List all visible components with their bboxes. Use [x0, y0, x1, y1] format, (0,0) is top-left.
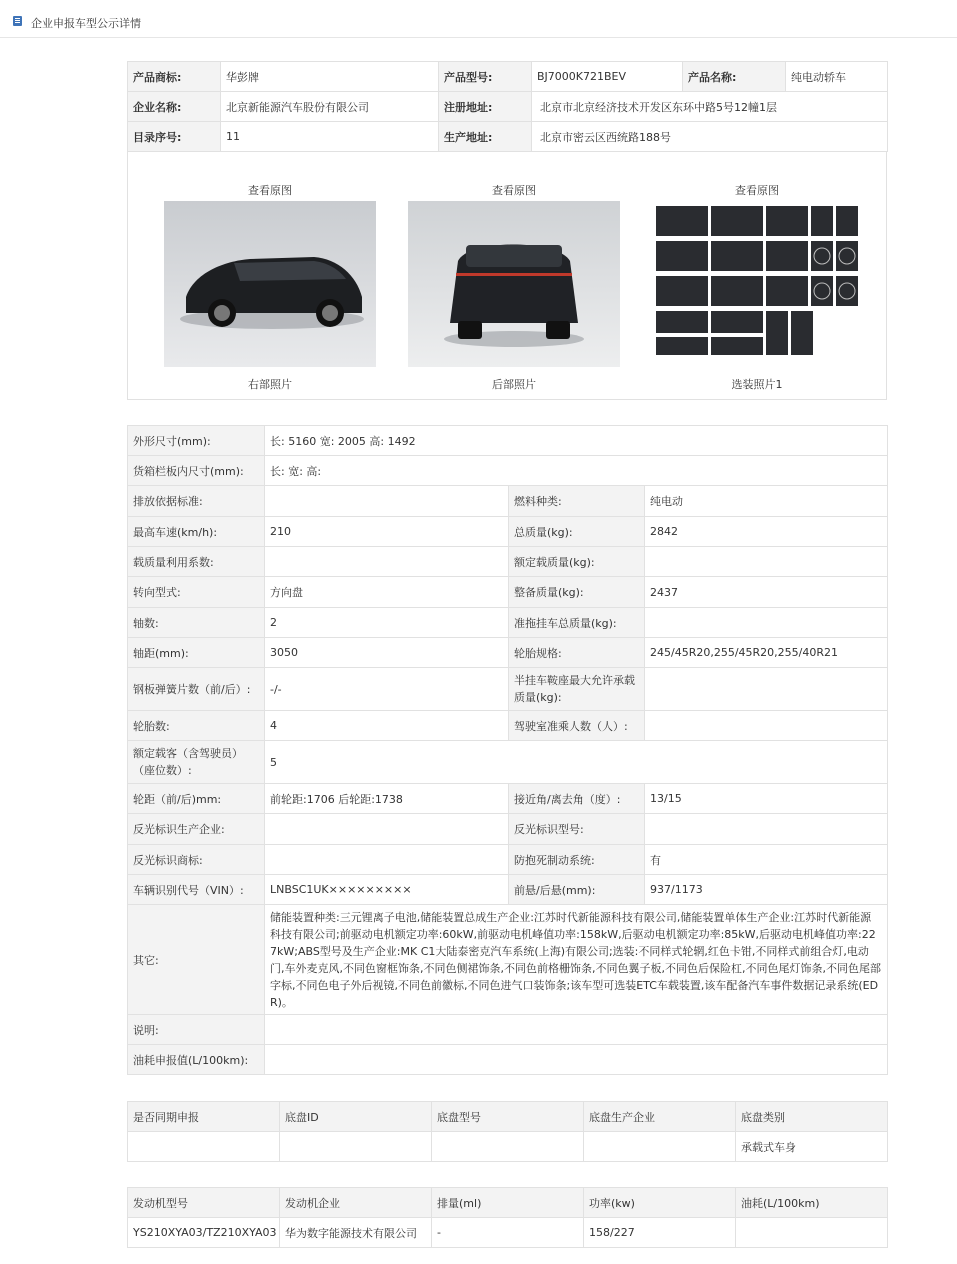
emission-label: 排放依据标准: [128, 486, 265, 517]
catalog-value: 11 [221, 122, 439, 152]
abs-value: 有 [645, 845, 888, 875]
spring-value: -/- [265, 668, 509, 711]
reflector-company-value [265, 814, 509, 845]
trailer-value [645, 608, 888, 638]
spec-table [127, 425, 888, 1075]
note-value [265, 1015, 888, 1045]
angle-label: 接近角/离去角（度）: [509, 784, 645, 814]
notebook-icon [13, 16, 22, 26]
curb-mass-label: 整备质量(kg): [509, 577, 645, 608]
abs-label: 防抱死制动系统: [509, 845, 645, 875]
model-label: 产品型号: [439, 62, 532, 92]
track-label: 轮距（前/后)mm: [128, 784, 265, 814]
vin-label: 车辆识别代号（VIN）: [128, 875, 265, 905]
track-value: 前轮距:1706 后轮距:1738 [265, 784, 509, 814]
chassis-maker-value [584, 1132, 736, 1162]
engine-power-value: 158/227 [584, 1218, 736, 1248]
view-original-link[interactable]: 查看原图 [248, 184, 292, 197]
tire-spec-label: 轮胎规格: [509, 638, 645, 668]
saddle-label: 半挂车鞍座最大允许承载质量(kg): [509, 668, 645, 711]
option-photo-collage[interactable] [651, 201, 863, 367]
load-coef-label: 载质量利用系数: [128, 547, 265, 577]
overhang-value: 937/1173 [645, 875, 888, 905]
catalog-label: 目录序号: [128, 122, 221, 152]
load-coef-value [265, 547, 509, 577]
chassis-header-id: 底盘ID [280, 1102, 432, 1132]
tires-value: 4 [265, 711, 509, 741]
view-original-link[interactable]: 查看原图 [492, 184, 536, 197]
speed-label: 最高车速(km/h): [128, 517, 265, 547]
engine-header-model: 发动机型号 [128, 1188, 280, 1218]
engine-consumption-value [736, 1218, 888, 1248]
angle-value: 13/15 [645, 784, 888, 814]
engine-header-power: 功率(kw) [584, 1188, 736, 1218]
axles-label: 轴数: [128, 608, 265, 638]
prod-address-label: 生产地址: [439, 122, 532, 152]
total-mass-label: 总质量(kg): [509, 517, 645, 547]
steer-label: 转向型式: [128, 577, 265, 608]
curb-mass-value: 2437 [645, 577, 888, 608]
photo-caption-option: 选装照片1 [731, 378, 783, 391]
fuel-value: 纯电动 [645, 486, 888, 517]
reflector-company-label: 反光标识生产企业: [128, 814, 265, 845]
rated-load-label: 额定载质量(kg): [509, 547, 645, 577]
other-label: 其它: [128, 905, 265, 1015]
cab-label: 驾驶室准乘人数（人）: [509, 711, 645, 741]
photo-caption-right: 右部照片 [248, 378, 292, 391]
view-original-link[interactable]: 查看原图 [735, 184, 779, 197]
reg-address-value: 北京市北京经济技术开发区东环中路5号12幢1层 [532, 92, 888, 122]
total-mass-value: 2842 [645, 517, 888, 547]
rear-car-photo[interactable] [408, 201, 620, 367]
wheelbase-value: 3050 [265, 638, 509, 668]
page-header [0, 0, 957, 38]
product-name-label: 产品名称: [683, 62, 786, 92]
wheelbase-label: 轴距(mm): [128, 638, 265, 668]
brand-value: 华彭牌 [221, 62, 439, 92]
photo-panel [127, 152, 887, 400]
dim-value: 长: 5160 宽: 2005 高: 1492 [265, 426, 888, 456]
product-name-value: 纯电动轿车 [786, 62, 888, 92]
engine-header-consumption: 油耗(L/100km) [736, 1188, 888, 1218]
chassis-table [127, 1101, 888, 1162]
speed-value: 210 [265, 517, 509, 547]
cargo-label: 货箱栏板内尺寸(mm): [128, 456, 265, 486]
engine-header-maker: 发动机企业 [280, 1188, 432, 1218]
fuel-label: 燃料种类: [509, 486, 645, 517]
chassis-header-maker: 底盘生产企业 [584, 1102, 736, 1132]
consumption-label: 油耗申报值(L/100km): [128, 1045, 265, 1075]
company-label: 企业名称: [128, 92, 221, 122]
emission-value [265, 486, 509, 517]
vin-value: LNBSC1UK××××××××× [265, 875, 509, 905]
cargo-value: 长: 宽: 高: [265, 456, 888, 486]
basic-info-table [127, 61, 888, 152]
chassis-header-type: 底盘类别 [736, 1102, 888, 1132]
cab-value [645, 711, 888, 741]
chassis-header-model: 底盘型号 [432, 1102, 584, 1132]
reflector-model-value [645, 814, 888, 845]
dim-label: 外形尺寸(mm): [128, 426, 265, 456]
note-label: 说明: [128, 1015, 265, 1045]
other-value: 储能装置种类:三元锂离子电池,储能装置总成生产企业:江苏时代新能源科技有限公司,储能装置单体生产企业:江苏时代新能源科技有限公司;前驱动电机额定功率:60kW,前驱动电机峰值功率:158kW,后驱动电机额定功率:85kW,后驱动电机峰值功率:227kW;ABS型号及生产企业:MK C1大陆泰密克汽车系统(上海)有限公司;选装:不同样式轮辋,红色卡钳,不同样式前组合灯,电动门,车外麦克风,不同色窗框饰条,不同色侧裙饰条,不同色前格栅饰条,不同色翼子板,不同色后保险杠,不同色尾灯饰条,不同色尾部字标,不同色电子外后视镜,不同色前徽标,不同色进气口装饰条;该车型可选装ETC车载装置,该车配备汽车事件数据记录系统(EDR)。 [265, 905, 888, 1015]
company-value: 北京新能源汽车股份有限公司 [221, 92, 439, 122]
reflector-brand-value [265, 845, 509, 875]
seats-label: 额定载客（含驾驶员）（座位数）: [128, 741, 265, 784]
chassis-sync-value [128, 1132, 280, 1162]
engine-model-value: YS210XYA03/TZ210XYA03 [128, 1218, 280, 1248]
axles-value: 2 [265, 608, 509, 638]
right-side-car-photo[interactable] [164, 201, 376, 367]
reflector-model-label: 反光标识型号: [509, 814, 645, 845]
engine-table [127, 1187, 888, 1248]
engine-header-displacement: 排量(ml) [432, 1188, 584, 1218]
trailer-label: 准拖挂车总质量(kg): [509, 608, 645, 638]
steer-value: 方向盘 [265, 577, 509, 608]
chassis-model-value [432, 1132, 584, 1162]
chassis-type-value: 承载式车身 [736, 1132, 888, 1162]
page-title: 企业申报车型公示详情 [31, 17, 141, 30]
model-value: BJ7000K721BEV [532, 62, 683, 92]
overhang-label: 前悬/后悬(mm): [509, 875, 645, 905]
seats-value: 5 [265, 741, 888, 784]
engine-displacement-value: - [432, 1218, 584, 1248]
tires-label: 轮胎数: [128, 711, 265, 741]
photo-caption-rear: 后部照片 [492, 378, 536, 391]
chassis-id-value [280, 1132, 432, 1162]
engine-maker-value: 华为数字能源技术有限公司 [280, 1218, 432, 1248]
rated-load-value [645, 547, 888, 577]
reg-address-label: 注册地址: [439, 92, 532, 122]
consumption-value [265, 1045, 888, 1075]
reflector-brand-label: 反光标识商标: [128, 845, 265, 875]
chassis-header-sync: 是否同期申报 [128, 1102, 280, 1132]
brand-label: 产品商标: [128, 62, 221, 92]
spring-label: 钢板弹簧片数（前/后）: [128, 668, 265, 711]
saddle-value [645, 668, 888, 711]
tire-spec-value: 245/45R20,255/45R20,255/40R21 [645, 638, 888, 668]
prod-address-value: 北京市密云区西统路188号 [532, 122, 888, 152]
